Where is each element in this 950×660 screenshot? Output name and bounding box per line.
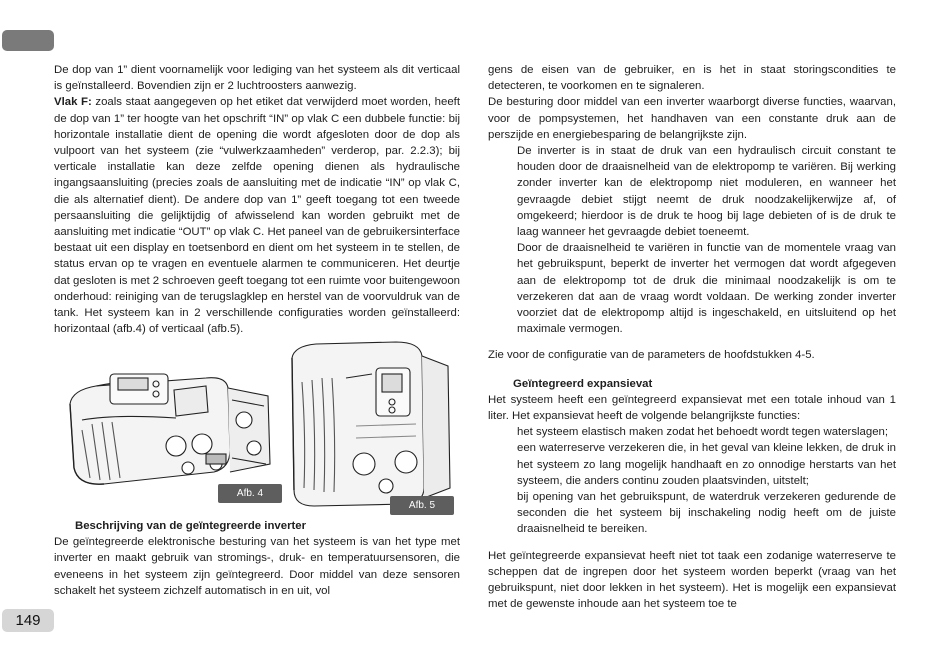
- expansion-bullet-3: bij opening van het gebruikspunt, de waterdruk verzekeren gedurende de seconden die het systeem bij inschakeling nodig heeft om de juiste draaisnelheid te bereiken.: [517, 491, 896, 536]
- section-tab: [2, 30, 54, 51]
- expansion-heading: Geïntegreerd expansievat: [513, 377, 653, 390]
- vlak-f-text: zoals staat aangegeven op het etiket dat verwijderd moet worden, heeft de dop van 1” ter hoogte van het opschrift “IN” op vlak C een dubbele functie: bij horizontale installatie dient de opening die wordt afgesloten door de dop als vulpoort van het systeem (zie “vulwerkzaamheden” verderop, par. 2.2.3); bij verticale installatie kan deze zelfde opening dienen als hydraulische ingangsaansluiting (precies zoals de aansluiting met de indicatie “IN” op vlak C, die als alternatief dient). De andere dop van 1” geeft toegang tot een tweede persaansluiting die gelijktijdig of afwisselend kan worden gebruikt met de aansluiting met indicatie “OUT” op vlak C. Het paneel van de gebruikersinterface bestaat uit een display en toetsenbord en dient om het systeem in te stellen, de status ervan op te vragen en eventuele alarmen te communiceren. Het deurtje dat gesloten is met 2 schroeven geeft toegang tot een ruimte voor buitengewoon onderhoud: reiniging van de terugslagklep en herstel van de voorvuldruk van de tank. Het systeem kan in 2 verschillende configuraties worden geïnstalleerd: horizontaal (afb.4) of verticaal (afb.5).: [54, 96, 460, 336]
- vlak-f-label: Vlak F:: [54, 96, 92, 109]
- inverter-heading: Beschrijving van de geïntegreerde inverter: [75, 520, 307, 532]
- right-bullet-1: De inverter is in staat de druk van een hydraulisch circuit constant te houden door de draaisnelheid van de elektropomp te variëren. Bij werking zonder inverter kan de elektropomp niet moduleren, en wanneer het gevraagde debiet stijgt neemt de druk noodzakelijkerwijze af, of omgekeerd; hierdoor is de druk te hoog bij lage debieten of is de druk te laag wanneer het gevraagde debiet toeneemt.: [517, 145, 896, 239]
- right-para-1: gens de eisen van de gebruiker, en is het in staat storingscondities te detecteren, te voorkomen en te signaleren.: [488, 64, 896, 93]
- expansion-bullet-1: het systeem elastisch maken zodat het behoedt wordt tegen waterslagen;: [517, 426, 889, 439]
- left-para-vlak-f: [54, 94, 460, 337]
- figure-5-label: Afb. 5: [390, 496, 454, 515]
- figure-4-illustration: [56, 360, 286, 502]
- figures: [56, 338, 466, 518]
- right-bullet-2: Door de draaisnelheid te variëren in functie van de momentele vraag van het gebruikspunt, beperkt de inverter het vermogen dat wordt afgegeven aan de elektropomp tot de druk die minimaal noodzakelijk is om te verzekeren dat aan de vraag wordt voldaan. De werking zonder inverter voorziet dat de elektropomp altijd is ingeschakeld, en uitsluitend op het maximale vermogen.: [517, 242, 896, 336]
- right-para-2: De besturing door middel van een inverter waarborgt diverse functies, waarvan, voor de pompsystemen, het handhaven van een constante druk aan de perszijde en energiebesparing de belangrijkste zijn.: [488, 96, 896, 141]
- figure-5-illustration: [286, 338, 466, 508]
- expansion-final: Het geïntegreerde expansievat heeft niet tot taak een zodanige waterreserve te scheppen dat de ingrepen door het systeem worden beperkt (vraag van het gebruikspunt, niet door lekken in het systeem). Het is mogelijk een expansievat met de gewenste inhoude aan het systeem toe te: [488, 549, 896, 611]
- expansion-intro: Het systeem heeft een geïntegreerd expansievat met een totale inhoud van 1 liter. Het expansievat heeft de volgende belangrijkste functies:: [488, 393, 896, 423]
- left-para-1: De dop van 1” dient voornamelijk voor lediging van het systeem als dit verticaal is geïnstalleerd. Bovendien zijn er 2 luchtroosters aanwezig.: [54, 64, 460, 93]
- config-reference: Zie voor de configuratie van de parameters de hoofdstukken 4-5.: [488, 349, 815, 362]
- inverter-text: De geïntegreerde elektronische besturing van het systeem is van het type met inverter en maakt gebruik van stromings-, druk- en temperatuursensoren, die eveneens in het systeem zijn geïntegreerd. Door middel van deze sensoren schakelt het systeem zichzelf automatisch in en uit, vol: [54, 536, 460, 597]
- left-lower-section: [54, 518, 460, 599]
- expansion-bullet-2: een waterreserve verzekeren die, in het geval van kleine lekken, de druk in het systeem zo lang mogelijk handhaaft en zo onnodige herstarts van het systeem, die anders continu zouden plaatsvinden, uitstelt;: [517, 442, 896, 487]
- figure-4-label: Afb. 4: [218, 484, 282, 503]
- page-number: 149: [2, 609, 54, 632]
- left-column: [54, 62, 460, 337]
- right-column: [488, 62, 896, 613]
